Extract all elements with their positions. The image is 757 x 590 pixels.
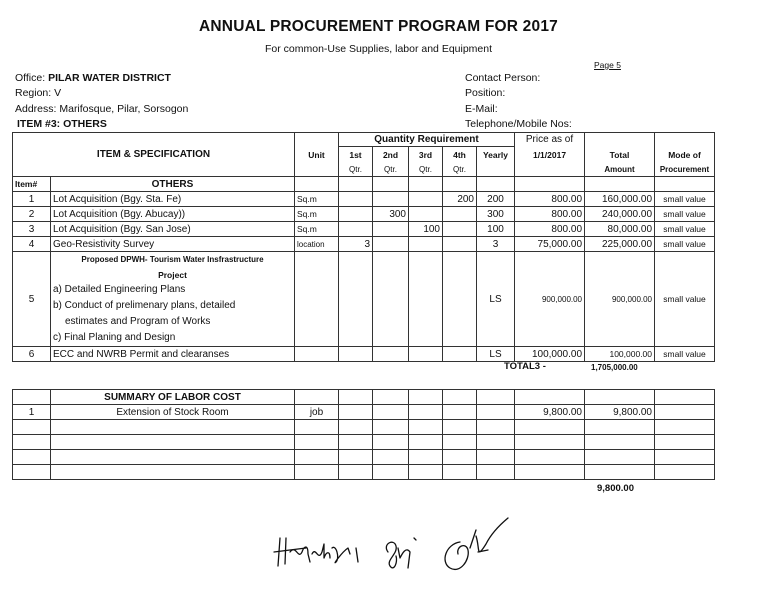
item-yearly: 3	[477, 237, 515, 252]
q4-header: 4th	[443, 147, 477, 163]
cell	[443, 177, 477, 192]
cell	[373, 390, 409, 405]
cell	[515, 177, 585, 192]
procurement-header: Procurement	[655, 163, 715, 177]
cell	[373, 177, 409, 192]
item-no: 3	[13, 222, 51, 237]
header-row-1	[13, 133, 715, 147]
total-label: TOTAL3 -	[504, 361, 546, 372]
item-no: 5	[13, 252, 51, 347]
table-row	[13, 347, 715, 362]
page-subtitle: For common-Use Supplies, labor and Equipment	[264, 43, 493, 55]
table-row-empty	[13, 435, 715, 450]
telephone: Telephone/Mobile Nos:	[465, 118, 572, 130]
item-price: 800.00	[515, 222, 585, 237]
item-price: 100,000.00	[515, 347, 585, 362]
item-mode: small value	[655, 222, 715, 237]
q2-header: 2nd	[373, 147, 409, 163]
table-row	[13, 222, 715, 237]
cell	[477, 405, 515, 420]
project-line-c: c) Final Planing and Design	[53, 332, 176, 343]
item-q3	[409, 192, 443, 207]
item-mode: small value	[655, 237, 715, 252]
labor-unit: job	[295, 405, 339, 420]
item-spec-header: ITEM & SPECIFICATION	[13, 147, 295, 163]
mode-header: Mode of	[655, 147, 715, 163]
item-desc: Lot Acquisition (Bgy. Abucay))	[51, 207, 295, 222]
table-row-empty	[13, 450, 715, 465]
header-cell	[655, 133, 715, 147]
item-price: 900,000.00	[515, 252, 585, 347]
header-row-3	[13, 163, 715, 177]
procurement-table	[12, 132, 715, 362]
item-q3: 100	[409, 222, 443, 237]
cell	[295, 347, 339, 362]
cell	[13, 390, 51, 405]
item-unit: Sq.m	[295, 207, 339, 222]
total-value: 1,705,000.00	[591, 363, 638, 372]
project-title-line-2: Project	[158, 270, 187, 280]
item-total: 80,000.00	[585, 222, 655, 237]
unit-header: Unit	[295, 147, 339, 163]
cell	[515, 390, 585, 405]
cell	[295, 177, 339, 192]
item-unit: Sq.m	[295, 222, 339, 237]
project-title-line-1: Proposed DPWH- Tourism Water Insfrastructure	[81, 255, 264, 264]
item-no-header: Item#	[13, 177, 51, 192]
signatures-image	[270, 508, 530, 578]
project-line-a: a) Detailed Engineering Plans	[53, 284, 186, 295]
q1-header: 1st	[339, 147, 373, 163]
item-total: 900,000.00	[585, 252, 655, 347]
item-price: 800.00	[515, 192, 585, 207]
item-desc: ECC and NWRB Permit and clearanses	[51, 347, 295, 362]
item-q1	[339, 192, 373, 207]
item-q2: 300	[373, 207, 409, 222]
item-q4: 200	[443, 192, 477, 207]
labor-grand-total: 9,800.00	[597, 483, 634, 494]
cell	[655, 177, 715, 192]
cell	[655, 390, 715, 405]
table-row-empty	[13, 465, 715, 480]
labor-total: 9,800.00	[585, 405, 655, 420]
item-mode: small value	[655, 252, 715, 347]
project-line-b2: estimates and Program of Works	[65, 316, 211, 327]
office-line	[15, 72, 171, 84]
cell	[585, 390, 655, 405]
email: E-Mail:	[465, 103, 498, 115]
cell	[339, 252, 373, 347]
cell	[409, 252, 443, 347]
table-row	[13, 237, 715, 252]
office-value: PILAR WATER DISTRICT	[48, 72, 171, 84]
item-desc: Lot Acquisition (Bgy. San Jose)	[51, 222, 295, 237]
cell	[339, 405, 373, 420]
q3-header: 3rd	[409, 147, 443, 163]
cell	[409, 177, 443, 192]
header-cell	[295, 163, 339, 177]
labor-no: 1	[13, 405, 51, 420]
quantity-requirement-header: Quantity Requirement	[339, 133, 515, 147]
cell	[443, 405, 477, 420]
item-mode: small value	[655, 207, 715, 222]
item-total: 160,000.00	[585, 192, 655, 207]
others-header: OTHERS	[51, 177, 295, 192]
item-no: 6	[13, 347, 51, 362]
cell	[373, 252, 409, 347]
address: Address: Marifosque, Pilar, Sorsogon	[15, 103, 189, 115]
item-q3	[409, 237, 443, 252]
cell	[339, 177, 373, 192]
item-q4	[443, 237, 477, 252]
item-yearly: LS	[477, 347, 515, 362]
cell	[409, 405, 443, 420]
price-header-2: 1/1/2017	[515, 147, 585, 163]
q2-qtr: Qtr.	[373, 163, 409, 177]
q1-qtr: Qtr.	[339, 163, 373, 177]
contact-person: Contact Person:	[465, 72, 541, 84]
item-q2	[373, 222, 409, 237]
labor-desc: Extension of Stock Room	[51, 405, 295, 420]
item-q2	[373, 237, 409, 252]
item-q4	[443, 222, 477, 237]
q4-qtr: Qtr.	[443, 163, 477, 177]
header-row-2	[13, 147, 715, 163]
table-row	[13, 207, 715, 222]
item-unit: Sq.m	[295, 192, 339, 207]
item-total: 100,000.00	[585, 347, 655, 362]
cell	[409, 390, 443, 405]
table-row	[13, 405, 715, 420]
page-title: ANNUAL PROCUREMENT PROGRAM FOR 2017	[199, 18, 558, 35]
cell	[477, 177, 515, 192]
cell	[477, 390, 515, 405]
signature-2	[386, 538, 416, 568]
item-heading: ITEM #3: OTHERS	[17, 118, 107, 130]
office-label: Office:	[15, 72, 49, 84]
item-q4	[443, 207, 477, 222]
item-no: 1	[13, 192, 51, 207]
item-q1	[339, 207, 373, 222]
table-row-empty	[13, 420, 715, 435]
project-line-b: b) Conduct of prelimenary plans, detailed	[53, 300, 236, 311]
header-cell	[295, 133, 339, 147]
cell	[443, 252, 477, 347]
item-desc: Lot Acquisition (Bgy. Sta. Fe)	[51, 192, 295, 207]
amount-header: Amount	[585, 163, 655, 177]
header-cell	[13, 133, 295, 147]
total-header: Total	[585, 147, 655, 163]
item-unit: location	[295, 237, 339, 252]
q3-qtr: Qtr.	[409, 163, 443, 177]
cell	[339, 390, 373, 405]
project-desc	[51, 252, 295, 347]
labor-price: 9,800.00	[515, 405, 585, 420]
item-q2	[373, 192, 409, 207]
item-yearly: 200	[477, 192, 515, 207]
position: Position:	[465, 87, 506, 99]
item-desc: Geo-Resistivity Survey	[51, 237, 295, 252]
signature-3	[445, 518, 508, 569]
header-cell	[477, 163, 515, 177]
cell	[655, 405, 715, 420]
item-yearly: 100	[477, 222, 515, 237]
item-price: 800.00	[515, 207, 585, 222]
region: Region: V	[15, 87, 62, 99]
price-header-1: Price as of	[515, 133, 585, 147]
item-total: 225,000.00	[585, 237, 655, 252]
cell	[585, 177, 655, 192]
page-number: Page 5	[594, 60, 621, 70]
cell	[295, 252, 339, 347]
header-cell	[13, 163, 295, 177]
table-row	[13, 192, 715, 207]
cell	[443, 390, 477, 405]
item-yearly: 300	[477, 207, 515, 222]
item-no: 4	[13, 237, 51, 252]
cell	[339, 347, 373, 362]
header-cell	[515, 163, 585, 177]
item-total: 240,000.00	[585, 207, 655, 222]
item-q3	[409, 207, 443, 222]
item-price: 75,000.00	[515, 237, 585, 252]
cell	[295, 390, 339, 405]
item-q1: 3	[339, 237, 373, 252]
table-row-project	[13, 252, 715, 347]
labor-title: SUMMARY OF LABOR COST	[51, 390, 295, 405]
yearly-header: Yearly	[477, 147, 515, 163]
labor-cost-table	[12, 389, 715, 480]
item-q1	[339, 222, 373, 237]
labor-header-row	[13, 390, 715, 405]
item-no: 2	[13, 207, 51, 222]
cell	[373, 347, 409, 362]
cell	[443, 347, 477, 362]
cell	[373, 405, 409, 420]
item-mode: small value	[655, 192, 715, 207]
header-cell	[585, 133, 655, 147]
item-yearly: LS	[477, 252, 515, 347]
cell	[409, 347, 443, 362]
section-row	[13, 177, 715, 192]
item-mode: small value	[655, 347, 715, 362]
signature-1	[274, 538, 358, 566]
